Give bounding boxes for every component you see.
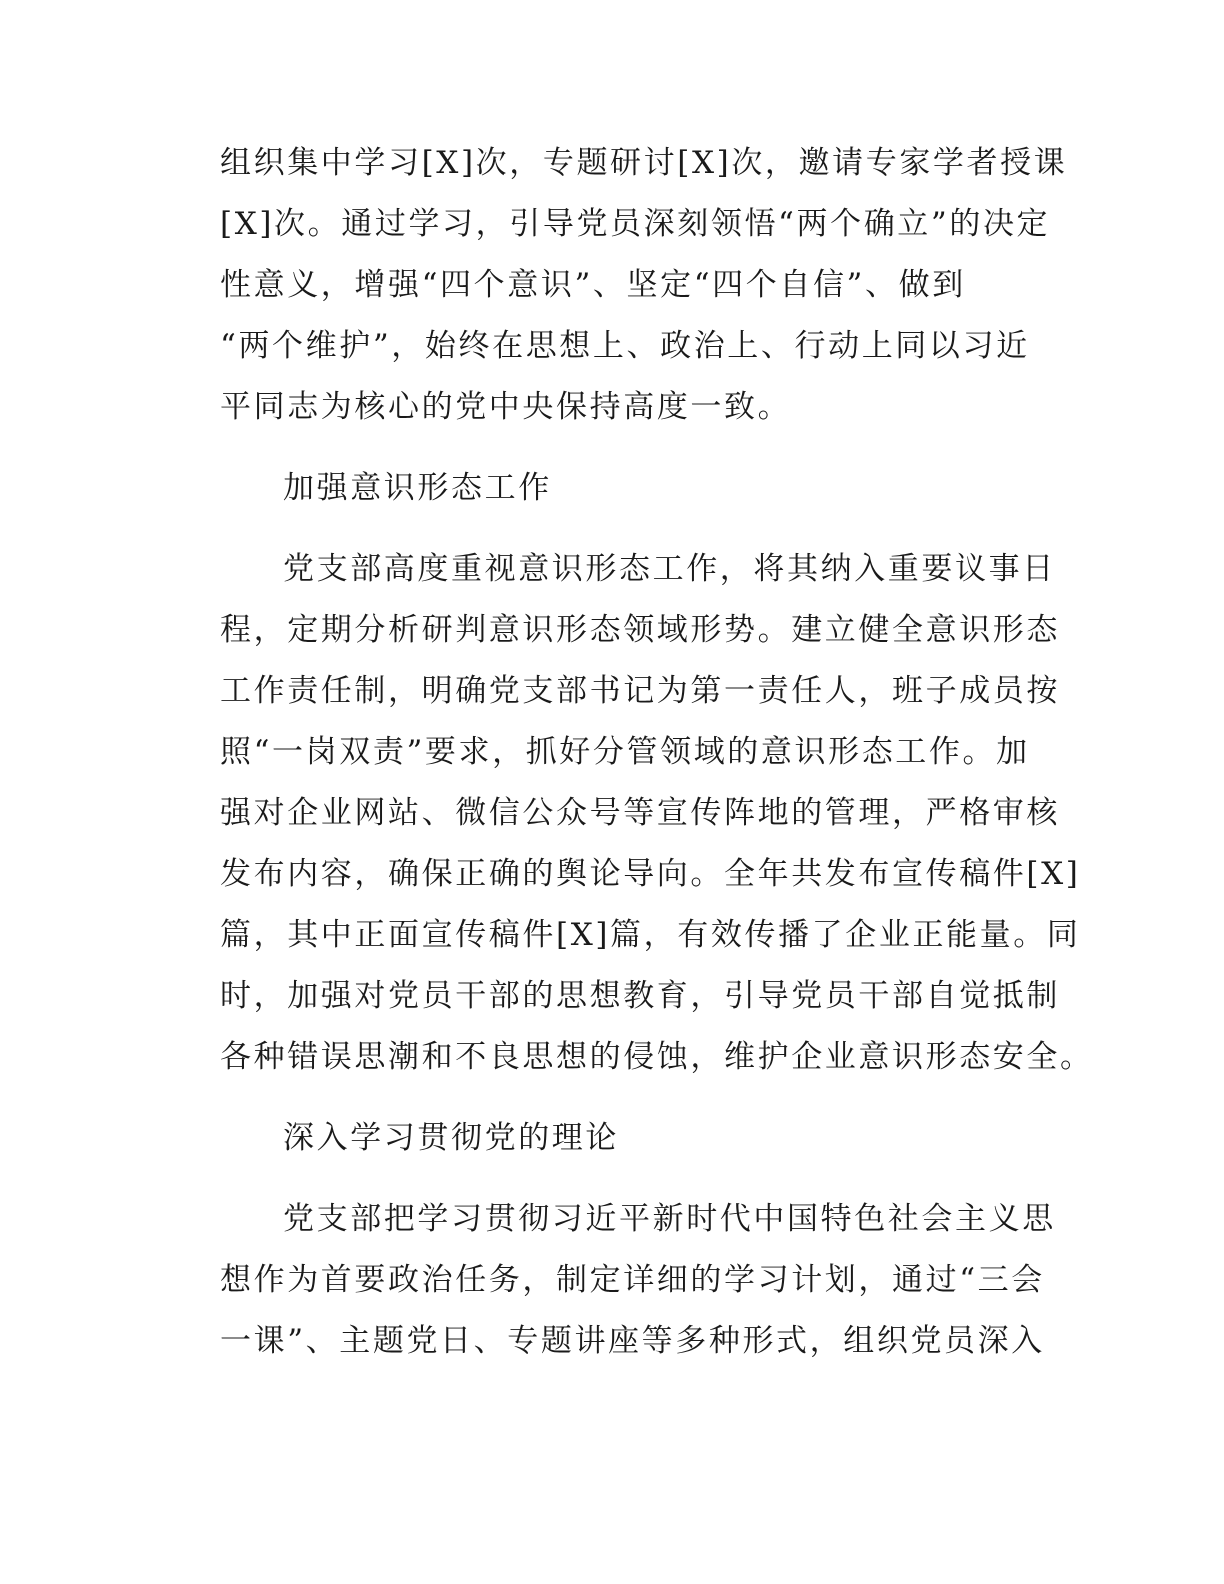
text-line: 一课”、主题党日、专题讲座等多种形式，组织党员深入 xyxy=(220,1323,1045,1359)
text-line: 平同志为核心的党中央保持高度一致。 xyxy=(220,389,792,425)
text-line: 性意义，增强“四个意识”、坚定“四个自信”、做到 xyxy=(220,267,966,303)
text-line: 程，定期分析研判意识形态领域形势。建立健全意识形态 xyxy=(220,612,1060,648)
section-heading-party-theory: 深入学习贯彻党的理论 xyxy=(283,1120,619,1156)
section-heading-ideology-work: 加强意识形态工作 xyxy=(283,470,552,506)
text-line: 组织集中学习[X]次，专题研讨[X]次，邀请专家学者授课 xyxy=(220,145,1068,181)
paragraph-study-results xyxy=(220,133,1068,438)
text-line: 照“一岗双责”要求，抓好分管领域的意识形态工作。加 xyxy=(220,734,1030,770)
paragraph-party-theory xyxy=(220,1189,1056,1372)
document-page xyxy=(220,133,1094,1372)
paragraph-ideology-work xyxy=(220,539,1094,1088)
paragraph-gap xyxy=(220,519,1030,539)
paragraph-gap xyxy=(220,438,1030,458)
text-line: 篇，其中正面宣传稿件[X]篇，有效传播了企业正能量。同 xyxy=(220,917,1081,953)
text-line: 党支部把学习贯彻习近平新时代中国特色社会主义思 xyxy=(283,1201,1056,1237)
text-line: 各种错误思潮和不良思想的侵蚀，维护企业意识形态安全。 xyxy=(220,1039,1094,1075)
text-line: [X]次。通过学习，引导党员深刻领悟“两个确立”的决定 xyxy=(220,206,1051,242)
text-line: 党支部高度重视意识形态工作，将其纳入重要议事日 xyxy=(283,551,1056,587)
text-line: “两个维护”，始终在思想上、政治上、行动上同以习近 xyxy=(220,328,1030,364)
text-line: 工作责任制，明确党支部书记为第一责任人，班子成员按 xyxy=(220,673,1060,709)
paragraph-gap xyxy=(220,1169,1030,1189)
paragraph-gap xyxy=(220,1088,1030,1108)
text-line: 时，加强对党员干部的思想教育，引导党员干部自觉抵制 xyxy=(220,978,1060,1014)
text-line: 强对企业网站、微信公众号等宣传阵地的管理，严格审核 xyxy=(220,795,1060,831)
text-line: 想作为首要政治任务，制定详细的学习计划，通过“三会 xyxy=(220,1262,1045,1298)
text-line: 发布内容，确保正确的舆论导向。全年共发布宣传稿件[X] xyxy=(220,856,1081,892)
